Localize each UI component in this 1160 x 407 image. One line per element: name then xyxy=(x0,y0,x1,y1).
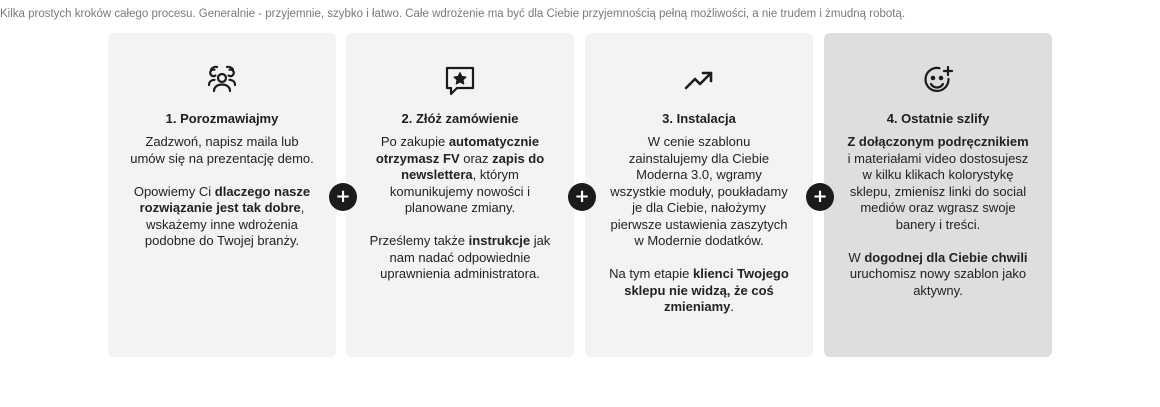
description-paragraph xyxy=(607,266,791,316)
text-run: jak nam nadać odpowiednie uprawnienia administratora. xyxy=(380,233,551,281)
step-title: 4. Ostatnie szlify xyxy=(886,111,990,126)
step-title: 3. Instalacja xyxy=(662,111,736,126)
step-description xyxy=(607,134,791,316)
description-paragraph xyxy=(130,184,314,250)
plus-connector: + xyxy=(806,183,834,211)
emphasis-text: dogodnej dla Ciebie chwili xyxy=(864,249,1028,265)
step-card-1 xyxy=(108,33,336,357)
text-run: W xyxy=(848,249,865,265)
description-paragraph xyxy=(368,134,552,217)
description-paragraph xyxy=(607,134,791,250)
step-description xyxy=(846,134,1030,299)
emphasis-text: automatycznie otrzymasz FV xyxy=(375,134,540,166)
text-run: uruchomisz nowy szablon jako aktywny. xyxy=(849,266,1027,298)
emphasis-text: klienci Twojego sklepu nie widzą, że coś zmieniamy xyxy=(624,266,789,314)
text-run: , którym komunikujemy nowości i planowane zmiany. xyxy=(389,167,531,215)
trending-up-icon xyxy=(682,65,716,97)
text-run: . xyxy=(730,299,735,314)
step-card-3 xyxy=(585,33,813,357)
people-icon xyxy=(205,65,239,97)
emphasis-text: instrukcje xyxy=(468,233,531,248)
smiley-plus-icon xyxy=(921,65,955,97)
text-run: Zadzwoń, napisz maila lub umów się na prezentację demo. xyxy=(130,134,314,166)
description-paragraph xyxy=(846,134,1030,233)
text-run: W cenie szablonu zainstalujemy dla Ciebie Moderna 3.0, wgramy wszystkie moduły, poukładamy je dla Ciebie, nałożymy pierwsze ustawienia zaszytych w Modernie dodatków. xyxy=(610,134,788,248)
plus-connector: + xyxy=(568,183,596,211)
text-run: Po zakupie xyxy=(380,134,449,149)
text-run: , wskażemy inne wdrożenia podobne do Twojej branży. xyxy=(144,200,305,248)
text-run: oraz xyxy=(459,150,493,166)
step-title: 1. Porozmawiajmy xyxy=(165,111,279,126)
description-paragraph xyxy=(368,233,552,283)
description-paragraph xyxy=(846,250,1030,300)
text-run: Opowiemy Ci xyxy=(133,183,215,199)
description-paragraph xyxy=(130,134,314,167)
text-run: Prześlemy także xyxy=(369,233,469,248)
emphasis-text: Z dołączonym podręcznikiem xyxy=(847,134,1029,149)
text-run: i materiałami video dostosujesz w kilku klikach kolorystykę sklepu, zmienisz linki do social mediów oraz wgrasz swoje banery i treści. xyxy=(847,150,1029,232)
step-card-2 xyxy=(346,33,574,357)
step-description xyxy=(368,134,552,283)
text-run: Na tym etapie xyxy=(609,266,693,281)
emphasis-text: zapis do newslettera xyxy=(401,150,545,182)
intro-text: Kilka prostych kroków całego procesu. Generalnie - przyjemnie, szybko i łatwo. Całe wdrożenie ma być dla Ciebie przyjemnością pełną możliwości, a nie trudem i żmudną robotą. xyxy=(0,8,906,20)
step-description xyxy=(130,134,314,250)
emphasis-text: dlaczego nasze rozwiązanie jest tak dobre xyxy=(139,183,311,215)
step-card-4 xyxy=(824,33,1052,357)
star-message-icon xyxy=(443,65,477,97)
plus-connector: + xyxy=(329,183,357,211)
step-title: 2. Złóż zamówienie xyxy=(401,111,519,126)
